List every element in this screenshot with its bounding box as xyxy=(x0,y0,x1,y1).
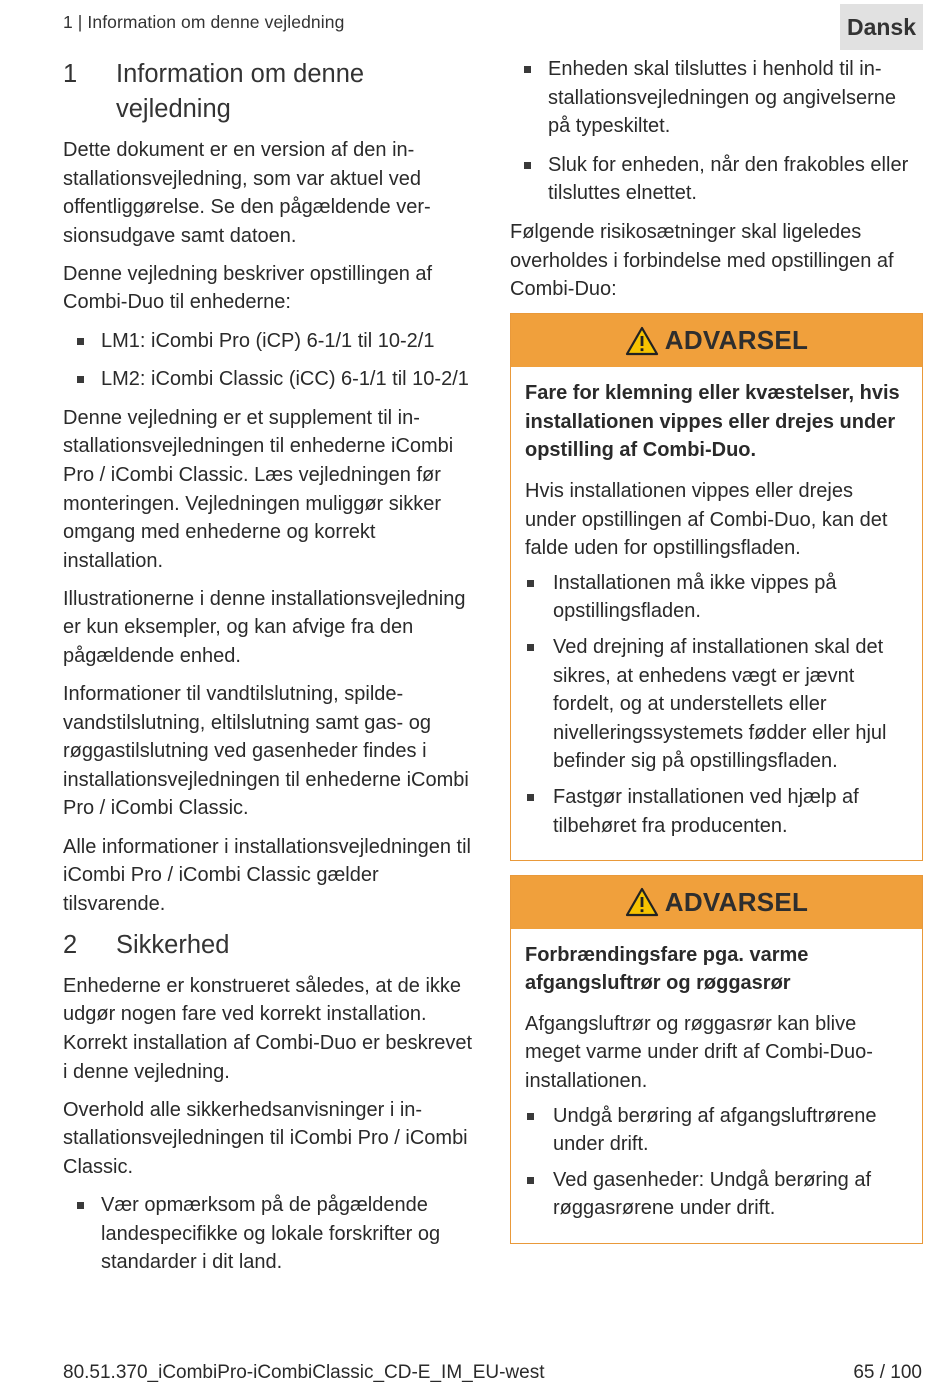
paragraph: Illustrationerne i denne installationsvejledning er kun eksempler, og kan afvige fra den pågældende enhed. xyxy=(63,587,466,667)
paragraph: Denne vejledning beskriver opstillingen af Combi-Duo til enhederne: xyxy=(63,262,433,314)
list-item: Installationen må ikke vippes på opstillingsfladen. xyxy=(525,569,908,626)
right-column xyxy=(510,55,923,1244)
hazard-description: Afgangsluftrør og røggasrør kan blive meget varme under drift af Combi-Duo-installationen. xyxy=(525,1012,873,1093)
paragraph: Følgende risikosætninger skal ligeledes overholdes i forbindelse med opstillingen af Combi-Duo: xyxy=(510,220,894,301)
warning-box-crushing xyxy=(510,313,923,860)
paragraph: Alle informationer i installationsvejledningen til iCombi Pro / iCombi Classic gælder tilsvarende. xyxy=(63,835,471,915)
device-list xyxy=(63,327,481,394)
warning-body xyxy=(511,929,922,1243)
warning-title: ADVARSEL xyxy=(664,886,809,917)
warning-title: ADVARSEL xyxy=(664,325,809,356)
list-item: Undgå berøring af afgangsluftrørene under drift. xyxy=(525,1102,908,1159)
section-2-heading xyxy=(63,928,481,963)
warning-box-burns xyxy=(510,875,923,1244)
paragraph: Informationer til vandtilslutning, spildevandstilslutning, eltilslutning samt gas- og røggastilslutning ved gasenheder findes i installationsvejledningen til enhederne iCombi Pro / iCombi Classic. xyxy=(63,683,469,820)
paragraph: Denne vejledning er et supplement til installationsvejledningen til enhederne iCombi Pro / iCombi Classic. Læs vejledningen før monteringen. Vejledningen muliggør sikker omgang med enhederne og korrekt installation. xyxy=(63,406,454,572)
section-number: 1 xyxy=(63,60,78,88)
hazard-statement: Fare for klemning eller kvæstelser, hvis installationen vippes eller drejes under opstilling af Combi-Duo. xyxy=(525,382,900,462)
list-item: Vær opmærksom på de pågældende landespecifikke og lokale forskrifter og standarder i dit land. xyxy=(63,1191,481,1277)
list-item: LM2: iCombi Classic (iCC) 6-1/1 til 10-2/1 xyxy=(63,365,481,394)
document-id: 80.51.370_iCombiPro-iCombiClassic_CD-E_IM_EU-west xyxy=(63,1362,545,1383)
measures-list xyxy=(525,569,908,840)
running-header: 1 | Information om denne vejledning xyxy=(63,12,345,32)
page-number: 65 / 100 xyxy=(853,1362,922,1383)
section-number: 2 xyxy=(63,930,78,959)
measures-list xyxy=(525,1102,908,1223)
hazard-description: Hvis installationen vippes eller drejes under opstillingen af Combi-Duo, kan det falde uden for opstillingsfladen. xyxy=(525,480,888,560)
warning-triangle-icon xyxy=(625,326,659,356)
hazard-statement: Forbrændingsfare pga. varme afgangsluftrør og røggasrør xyxy=(525,943,809,995)
warning-header xyxy=(511,314,922,367)
section-title: Information om denne vejledning xyxy=(116,60,365,123)
paragraph: Dette dokument er en version af den installationsvejledning, som var aktuel ved offentliggørelse. Se den pågældende versionsudgave samt datoen. xyxy=(63,139,431,247)
safety-list-continued xyxy=(510,55,923,208)
list-item: Enheden skal tilsluttes i henhold til installationsvejledningen og angivelserne på typeskiltet. xyxy=(510,55,923,141)
section-title: Sikkerhed xyxy=(116,930,230,959)
section-1-heading xyxy=(63,57,481,127)
list-item: Ved gasenheder: Undgå berøring af røggasrørene under drift. xyxy=(525,1166,908,1223)
list-item: LM1: iCombi Pro (iCP) 6-1/1 til 10-2/1 xyxy=(63,327,481,356)
language-badge: Dansk xyxy=(840,4,923,50)
safety-list xyxy=(63,1191,481,1277)
warning-triangle-icon xyxy=(625,887,659,917)
left-column xyxy=(63,57,481,1287)
warning-header xyxy=(511,876,922,929)
list-item: Ved drejning af installationen skal det sikres, at enhedens vægt er jævnt fordelt, og at understellets eller nivelleringssystemets fødder eller hjul befinder sig på opstillingsfladen. xyxy=(525,633,908,776)
warning-body xyxy=(511,367,922,859)
list-item: Fastgør installationen ved hjælp af tilbehøret fra producenten. xyxy=(525,783,908,840)
list-item: Sluk for enheden, når den frakobles eller tilsluttes elnettet. xyxy=(510,151,923,208)
paragraph: Enhederne er konstrueret således, at de ikke udgør nogen fare ved korrekt installation. Korrekt installation af Combi-Duo er beskrevet i denne vejledning. xyxy=(63,974,473,1083)
paragraph: Overhold alle sikkerhedsanvisninger i installationsvejledningen til iCombi Pro / iCombi Classic. xyxy=(63,1098,468,1178)
